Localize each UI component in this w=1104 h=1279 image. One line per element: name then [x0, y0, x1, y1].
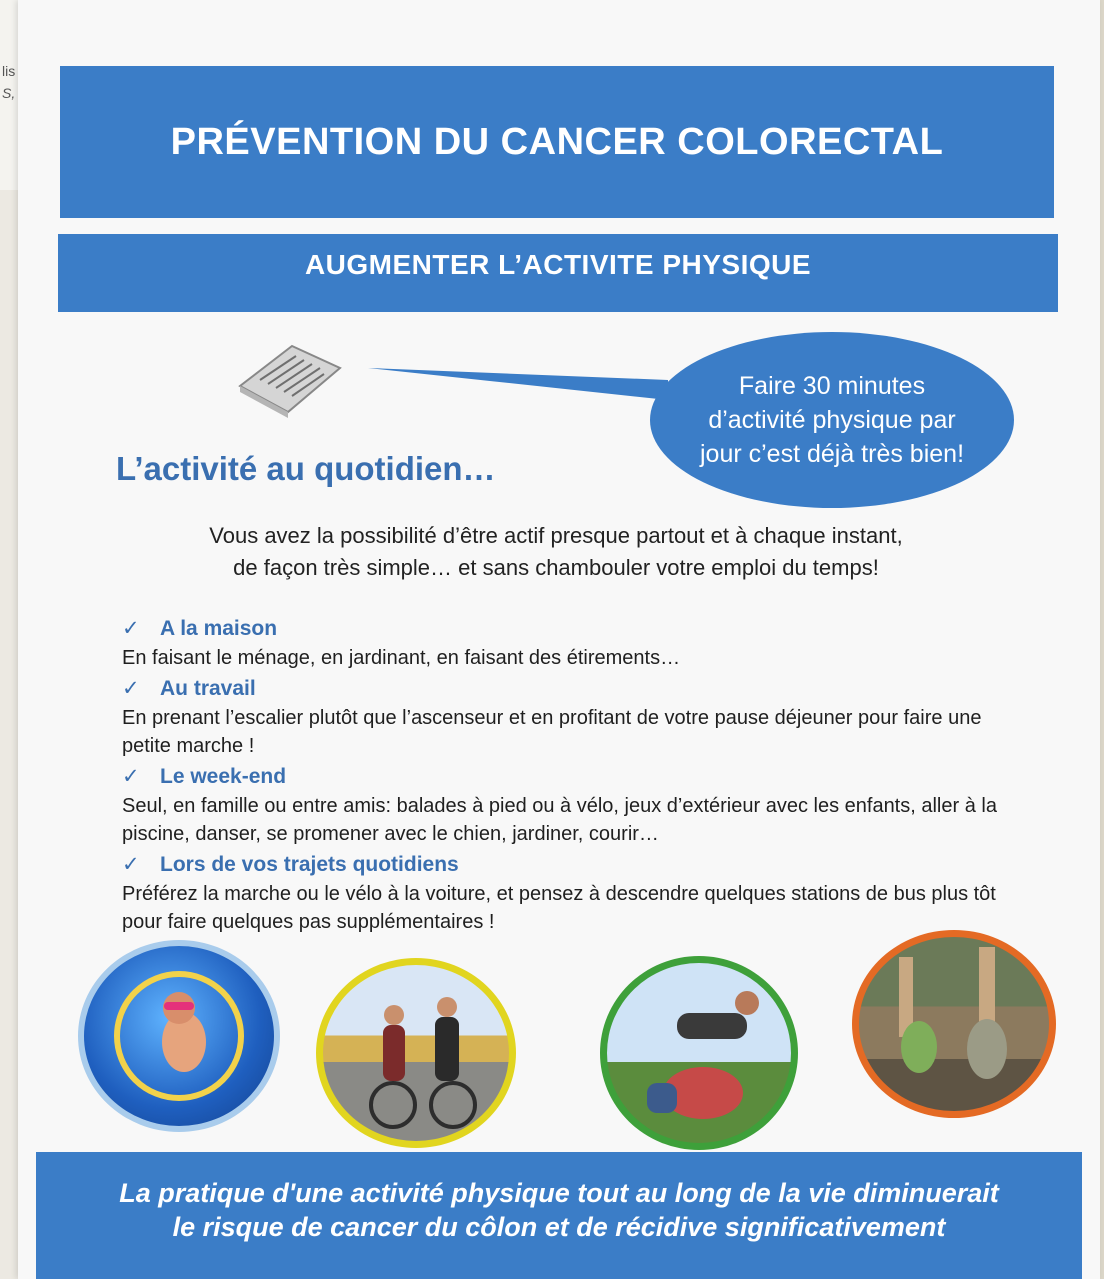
list-item — [122, 762, 1022, 848]
poster — [18, 0, 1100, 1279]
conclusion-line-2: le risque de cancer du côlon et de récidive significativement — [172, 1212, 946, 1242]
back-sheet-text-1: lis — [2, 63, 16, 79]
checkmark-icon: ✓ — [122, 853, 140, 876]
subtitle-banner: AUGMENTER L’ACTIVITE PHYSIQUE — [58, 234, 1058, 312]
conclusion-banner — [36, 1152, 1082, 1279]
checkmark-icon: ✓ — [122, 765, 140, 788]
intro-paragraph — [106, 520, 1006, 584]
list-item — [122, 614, 1022, 672]
cycling-photo — [316, 958, 516, 1148]
intro-line-1: Vous avez la possibilité d’être actif presque partout et à chaque instant, — [209, 523, 903, 548]
speech-bubble-tail — [368, 360, 678, 410]
intro-line-2: de façon très simple… et sans chambouler votre emploi du temps! — [233, 555, 879, 580]
document-icon — [230, 336, 350, 426]
speech-bubble-text: Faire 30 minutes d’activité physique par jour c’est déjà très bien! — [699, 372, 965, 468]
conclusion-line-1: La pratique d'une activité physique tout au long de la vie diminuerait — [119, 1178, 999, 1208]
list-item-text: En prenant l’escalier plutôt que l’ascenseur et en profitant de votre pause déjeuner pour faire une petite marche ! — [122, 707, 982, 757]
back-sheet-text-2: S, — [2, 85, 16, 101]
list-item-text: Seul, en famille ou entre amis: balades à pied ou à vélo, jeux d’extérieur avec les enfants, aller à la piscine, danser, se promener avec le chien, jardiner, courir… — [122, 795, 997, 845]
activity-list — [122, 614, 1022, 938]
checkmark-icon: ✓ — [122, 617, 140, 640]
list-item — [122, 674, 1022, 760]
checkmark-icon: ✓ — [122, 677, 140, 700]
swimming-photo — [78, 940, 280, 1132]
section-title: L’activité au quotidien… — [116, 450, 496, 487]
hiking-photo — [852, 930, 1056, 1118]
list-item-title: Au travail — [160, 677, 256, 700]
list-item-title: Le week-end — [160, 765, 287, 788]
leapfrog-photo — [600, 956, 798, 1150]
list-item-text: En faisant le ménage, en jardinant, en faisant des étirements… — [122, 647, 681, 669]
list-item-title: A la maison — [160, 617, 278, 640]
list-item-title: Lors de vos trajets quotidiens — [160, 853, 459, 876]
speech-bubble — [650, 332, 1014, 508]
title-banner: PRÉVENTION DU CANCER COLORECTAL — [60, 66, 1054, 218]
list-item-text: Préférez la marche ou le vélo à la voiture, et pensez à descendre quelques stations de bus plus tôt pour faire quelques pas supplémentaires ! — [122, 883, 996, 933]
list-item — [122, 850, 1022, 936]
